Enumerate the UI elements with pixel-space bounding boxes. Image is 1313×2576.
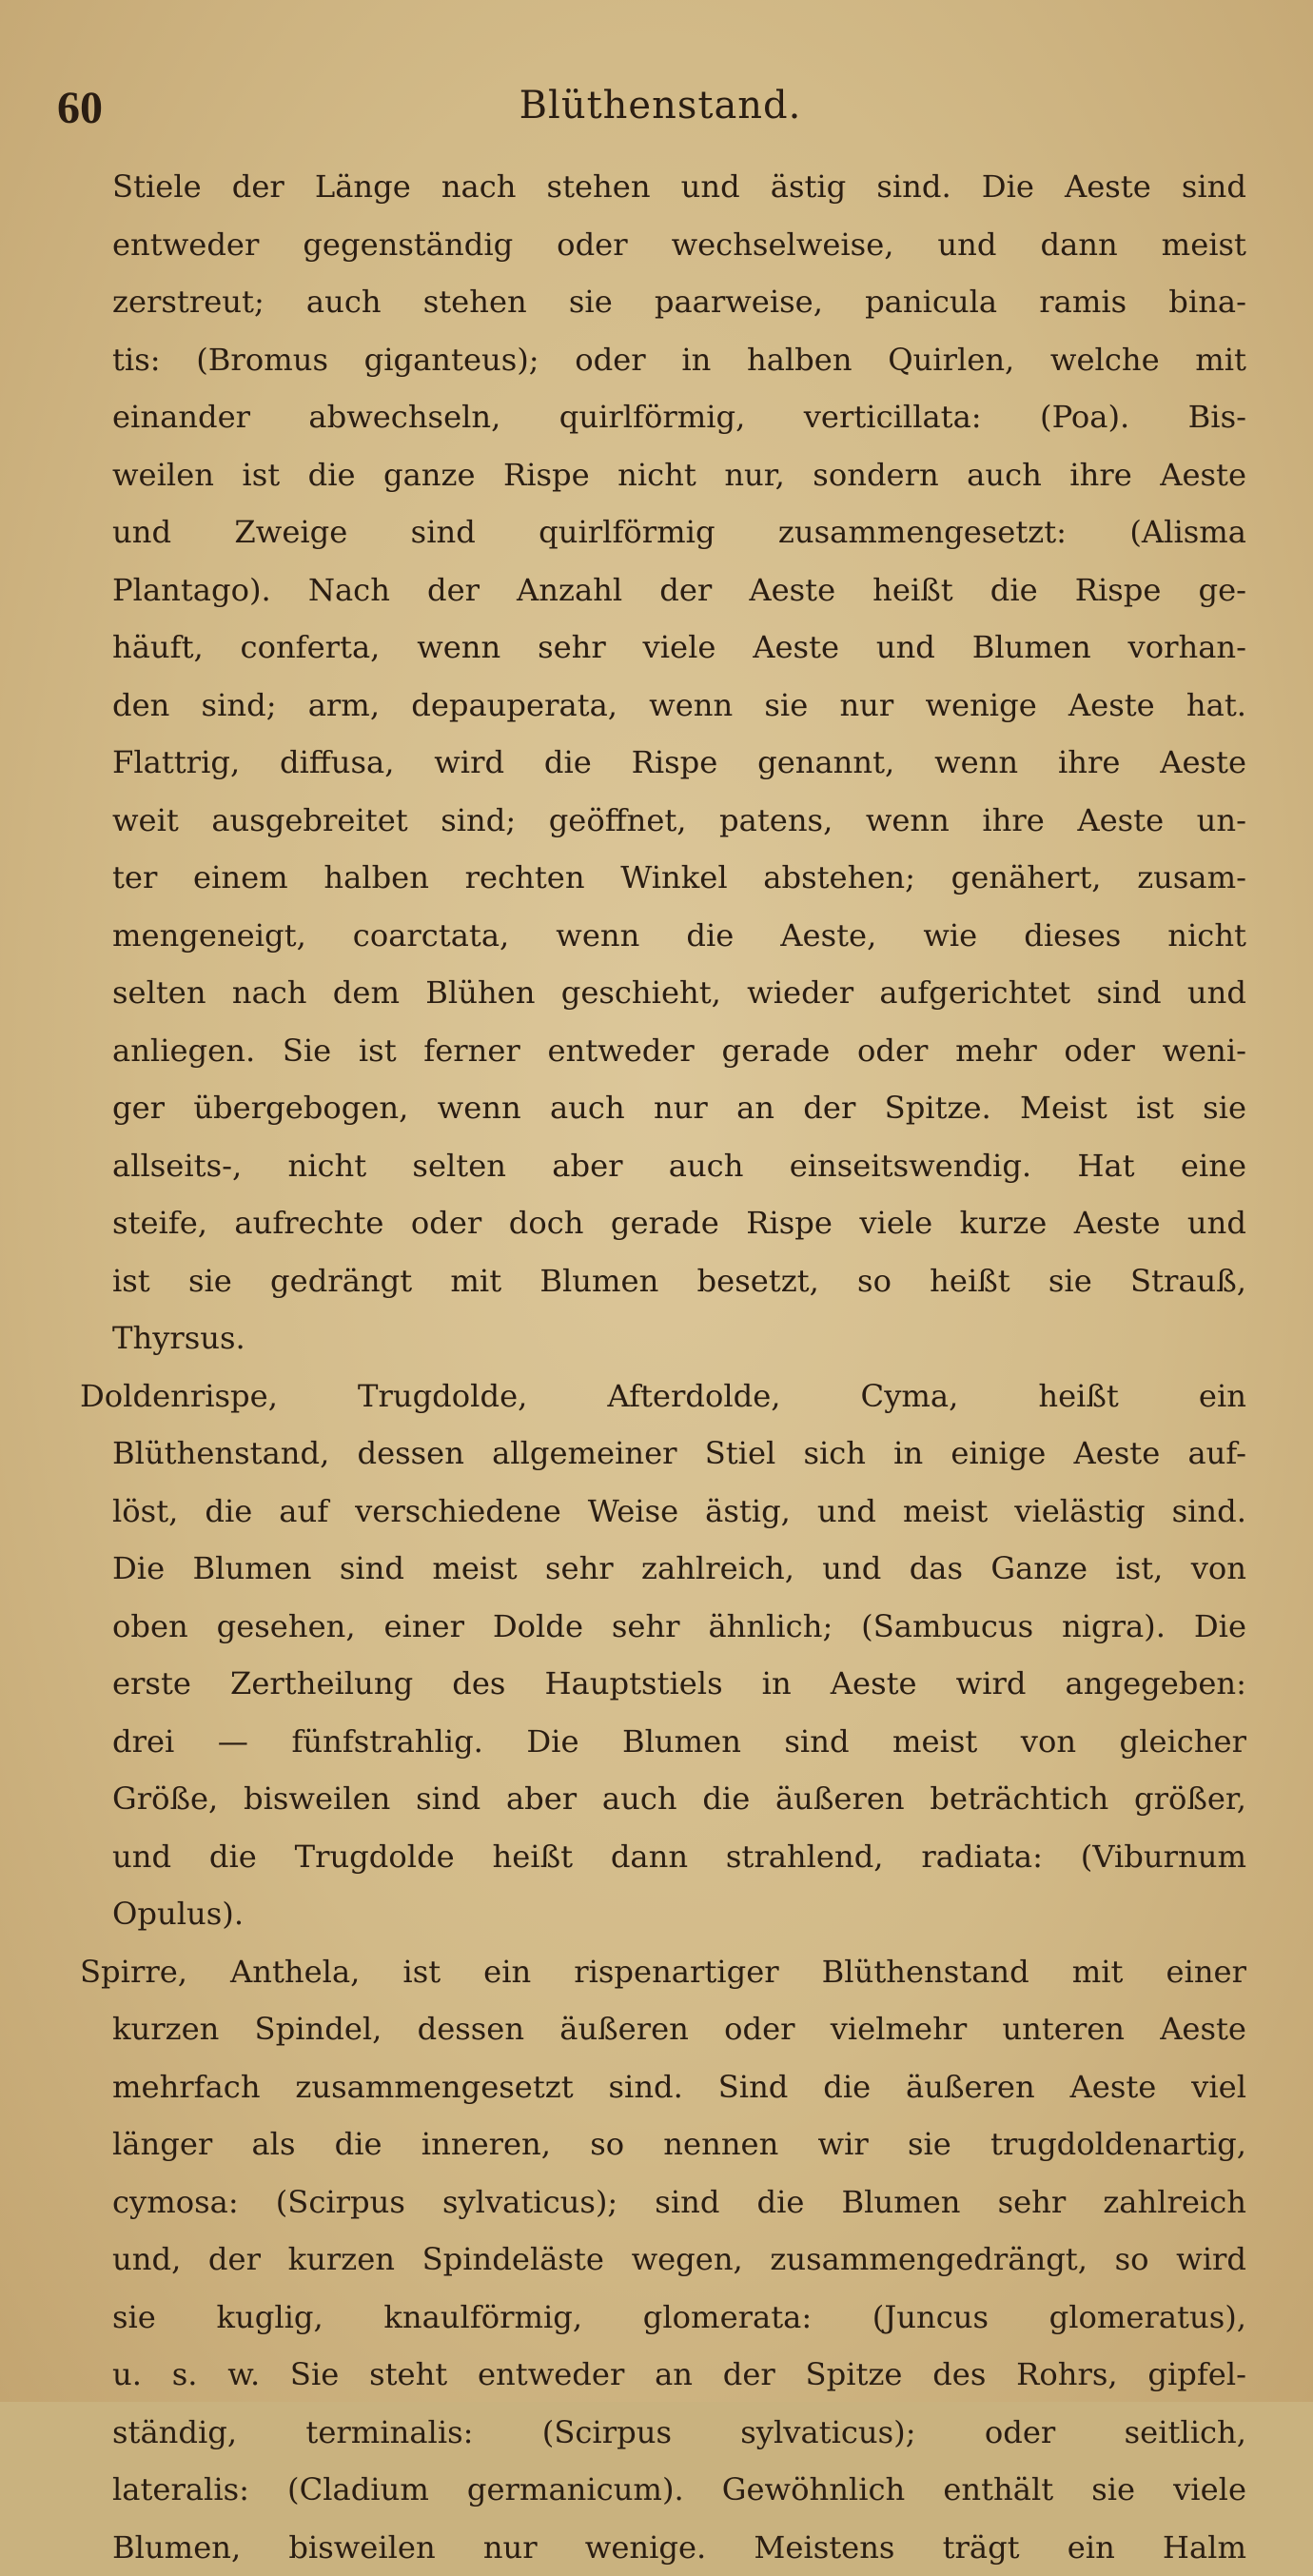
- text-line: erste Zertheilung des Hauptstiels in Aeste wird angegeben:: [112, 1655, 1246, 1713]
- text-line: selten nach dem Blühen geschieht, wieder aufgerichtet sind und: [112, 964, 1246, 1022]
- running-head: [112, 82, 1246, 158]
- text-line: ter einem halben rechten Winkel abstehen; genähert, zusam-: [112, 849, 1246, 907]
- text-line: und, der kurzen Spindeläste wegen, zusammengedrängt, so wird: [112, 2231, 1246, 2289]
- text-line: allseits-, nicht selten aber auch einseitswendig. Hat eine: [112, 1137, 1246, 1195]
- text-line: zerstreut; auch stehen sie paarweise, panicula ramis bina-: [112, 273, 1246, 331]
- text-line: cymosa: (Scirpus sylvaticus); sind die Blumen sehr zahlreich: [112, 2173, 1246, 2232]
- text-line: weit ausgebreitet sind; geöffnet, patens, wenn ihre Aeste un-: [112, 792, 1246, 850]
- text-line: und die Trugdolde heißt dann strahlend, radiata: (Viburnum: [112, 1828, 1246, 1886]
- text-line: weilen ist die ganze Rispe nicht nur, sondern auch ihre Aeste: [112, 446, 1246, 504]
- text-line: ständig, terminalis: (Scirpus sylvaticus); oder seitlich,: [112, 2404, 1246, 2462]
- text-line: und Zweige sind quirlförmig zusammengesetzt: (Alisma: [112, 503, 1246, 561]
- text-line: Thyrsus.: [112, 1309, 1246, 1367]
- body-text: [112, 158, 1246, 2576]
- text-line: Blüthenstand, dessen allgemeiner Stiel sich in einige Aeste auf-: [112, 1425, 1246, 1483]
- text-line: lateralis: (Cladium germanicum). Gewöhnlich enthält sie viele: [112, 2461, 1246, 2519]
- text-line: Plantago). Nach der Anzahl der Aeste heißt die Rispe ge-: [112, 561, 1246, 619]
- text-line: Flattrig, diffusa, wird die Rispe genannt, wenn ihre Aeste: [112, 734, 1246, 792]
- text-line: den sind; arm, depauperata, wenn sie nur wenige Aeste hat.: [112, 677, 1246, 735]
- text-line: häuft, conferta, wenn sehr viele Aeste und Blumen vorhan-: [112, 619, 1246, 677]
- text-line: Spirre, Anthela, ist ein rispenartiger Blüthenstand mit einer: [80, 1943, 1246, 2001]
- text-line: sie kuglig, knaulförmig, glomerata: (Juncus glomeratus),: [112, 2289, 1246, 2347]
- text-line: länger als die inneren, so nennen wir sie trugdoldenartig,: [112, 2115, 1246, 2173]
- text-line: ger übergebogen, wenn auch nur an der Spitze. Meist ist sie: [112, 1079, 1246, 1137]
- text-line: anliegen. Sie ist ferner entweder gerade oder mehr oder weni-: [112, 1022, 1246, 1080]
- text-line: Doldenrispe, Trugdolde, Afterdolde, Cyma, heißt ein: [80, 1367, 1246, 1426]
- text-line: steife, aufrechte oder doch gerade Rispe viele kurze Aeste und: [112, 1194, 1246, 1252]
- running-title: Blüthenstand.: [112, 84, 1208, 128]
- text-line: Die Blumen sind meist sehr zahlreich, und das Ganze ist, von: [112, 1540, 1246, 1598]
- text-line: mengeneigt, coarctata, wenn die Aeste, wie dieses nicht: [112, 907, 1246, 965]
- text-line: u. s. w. Sie steht entweder an der Spitze des Rohrs, gipfel-: [112, 2346, 1246, 2404]
- text-line: ist sie gedrängt mit Blumen besetzt, so heißt sie Strauß,: [112, 1252, 1246, 1310]
- text-line: einander abwechseln, quirlförmig, verticillata: (Poa). Bis-: [112, 388, 1246, 446]
- text-line: Blumen, bisweilen nur wenige. Meistens trägt ein Halm: [112, 2519, 1246, 2576]
- text-line: kurzen Spindel, dessen äußeren oder vielmehr unteren Aeste: [112, 2000, 1246, 2058]
- text-line: tis: (Bromus giganteus); oder in halben Quirlen, welche mit: [112, 331, 1246, 389]
- text-line: löst, die auf verschiedene Weise ästig, und meist vielästig sind.: [112, 1483, 1246, 1541]
- text-line: Größe, bisweilen sind aber auch die äußeren beträchtich größer,: [112, 1770, 1246, 1828]
- page-number: 60: [57, 82, 103, 134]
- text-line: mehrfach zusammengesetzt sind. Sind die äußeren Aeste viel: [112, 2058, 1246, 2116]
- text-line: oben gesehen, einer Dolde sehr ähnlich; (Sambucus nigra). Die: [112, 1598, 1246, 1656]
- text-line: Stiele der Länge nach stehen und ästig sind. Die Aeste sind: [112, 158, 1246, 216]
- text-line: drei — fünfstrahlig. Die Blumen sind meist von gleicher: [112, 1713, 1246, 1771]
- text-line: entweder gegenständig oder wechselweise, und dann meist: [112, 216, 1246, 274]
- text-line: Opulus).: [112, 1885, 1246, 1943]
